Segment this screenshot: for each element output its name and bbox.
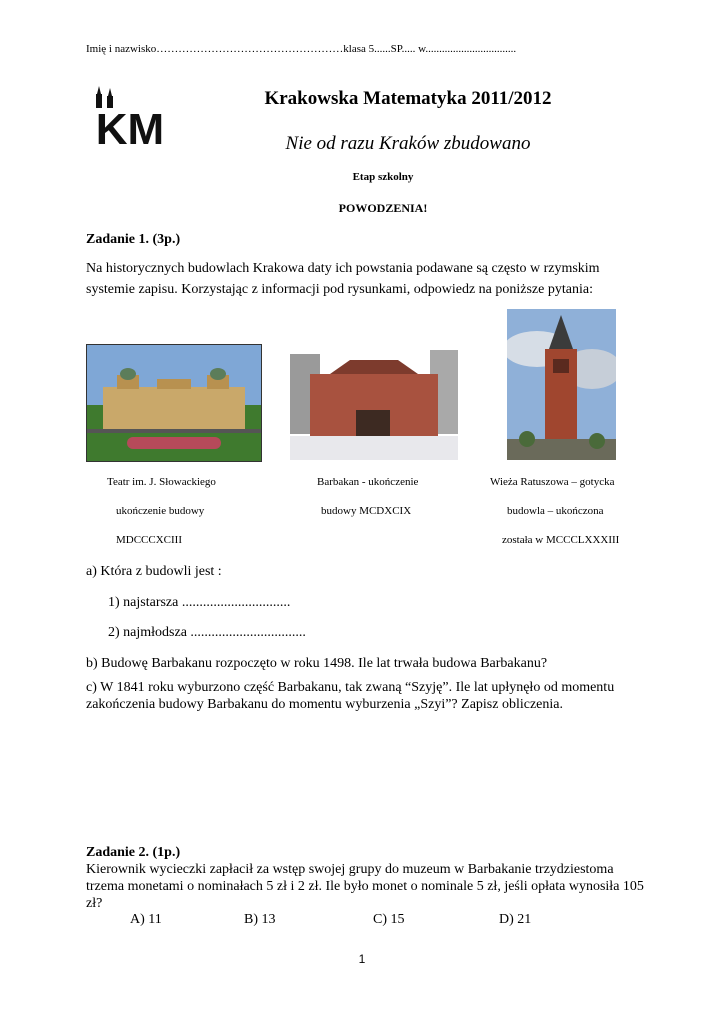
- barbakan-photo: [290, 334, 458, 460]
- theatre-photo: [86, 344, 262, 462]
- task2-heading: Zadanie 2. (1p.): [86, 845, 181, 860]
- answer-oldest: 1) najstarsza ...............................: [108, 595, 291, 610]
- caption-barbakan-line1: Barbakan - ukończenie: [317, 476, 419, 488]
- stage-label: Etap szkolny: [352, 171, 414, 183]
- km-logo: [90, 86, 170, 148]
- student-info-line: Imię i nazwisko……………………………………………klasa 5......SP..... w.................................: [86, 43, 517, 55]
- answer-option-d: D) 21: [499, 912, 532, 927]
- caption-tower-line1: Wieża Ratuszowa – gotycka: [490, 476, 615, 488]
- caption-tower-line3: została w MCCCLXXXIII: [502, 534, 620, 546]
- task1-intro: Na historycznych budowlach Krakowa daty ich powstania podawane są często w rzymskim systemie zapisu. Korzystając z informacji pod rysunkami, odpowiedz na poniższe pytania:: [86, 261, 600, 297]
- caption-theatre-line1: Teatr im. J. Słowackiego: [107, 476, 216, 488]
- caption-theatre-line2: ukończenie budowy: [116, 505, 205, 517]
- contest-subtitle: Nie od razu Kraków zbudowano: [285, 133, 531, 154]
- answer-option-b: B) 13: [244, 912, 276, 927]
- question-c: c) W 1841 roku wyburzono część Barbakanu, tak zwaną “Szyję”. Ile lat upłynęło od momentu zakończenia budowy Barbakanu do momentu wyburzenia „Szyi”? Zapisz obliczenia.: [86, 680, 615, 712]
- answer-option-a: A) 11: [130, 912, 162, 927]
- task1-heading: Zadanie 1. (3p.): [86, 232, 181, 247]
- tower-photo: [507, 309, 616, 460]
- task2-text: Kierownik wycieczki zapłacił za wstęp swojej grupy do muzeum w Barbakanie trzydziestoma trzema monetami o nominałach 5 zł i 2 zł. Ile było monet o nominale 5 zł, jeśli opłata wynosiła 105 zł?: [86, 862, 644, 911]
- question-b: b) Budowę Barbakanu rozpoczęto w roku 1498. Ile lat trwała budowa Barbakanu?: [86, 656, 548, 671]
- answer-option-c: C) 15: [373, 912, 405, 927]
- good-luck-label: POWODZENIA!: [338, 201, 428, 215]
- svg-text:KM: KM: [95, 105, 165, 148]
- caption-theatre-line3: MDCCCXCIII: [116, 534, 183, 546]
- page-number: 1: [358, 952, 366, 966]
- caption-tower-line2: budowla – ukończona: [507, 505, 604, 517]
- question-a: a) Która z budowli jest :: [86, 564, 222, 579]
- answer-youngest: 2) najmłodsza .................................: [108, 625, 306, 640]
- caption-barbakan-line2: budowy MCDXCIX: [321, 505, 412, 517]
- contest-title: Krakowska Matematyka 2011/2012: [264, 88, 552, 109]
